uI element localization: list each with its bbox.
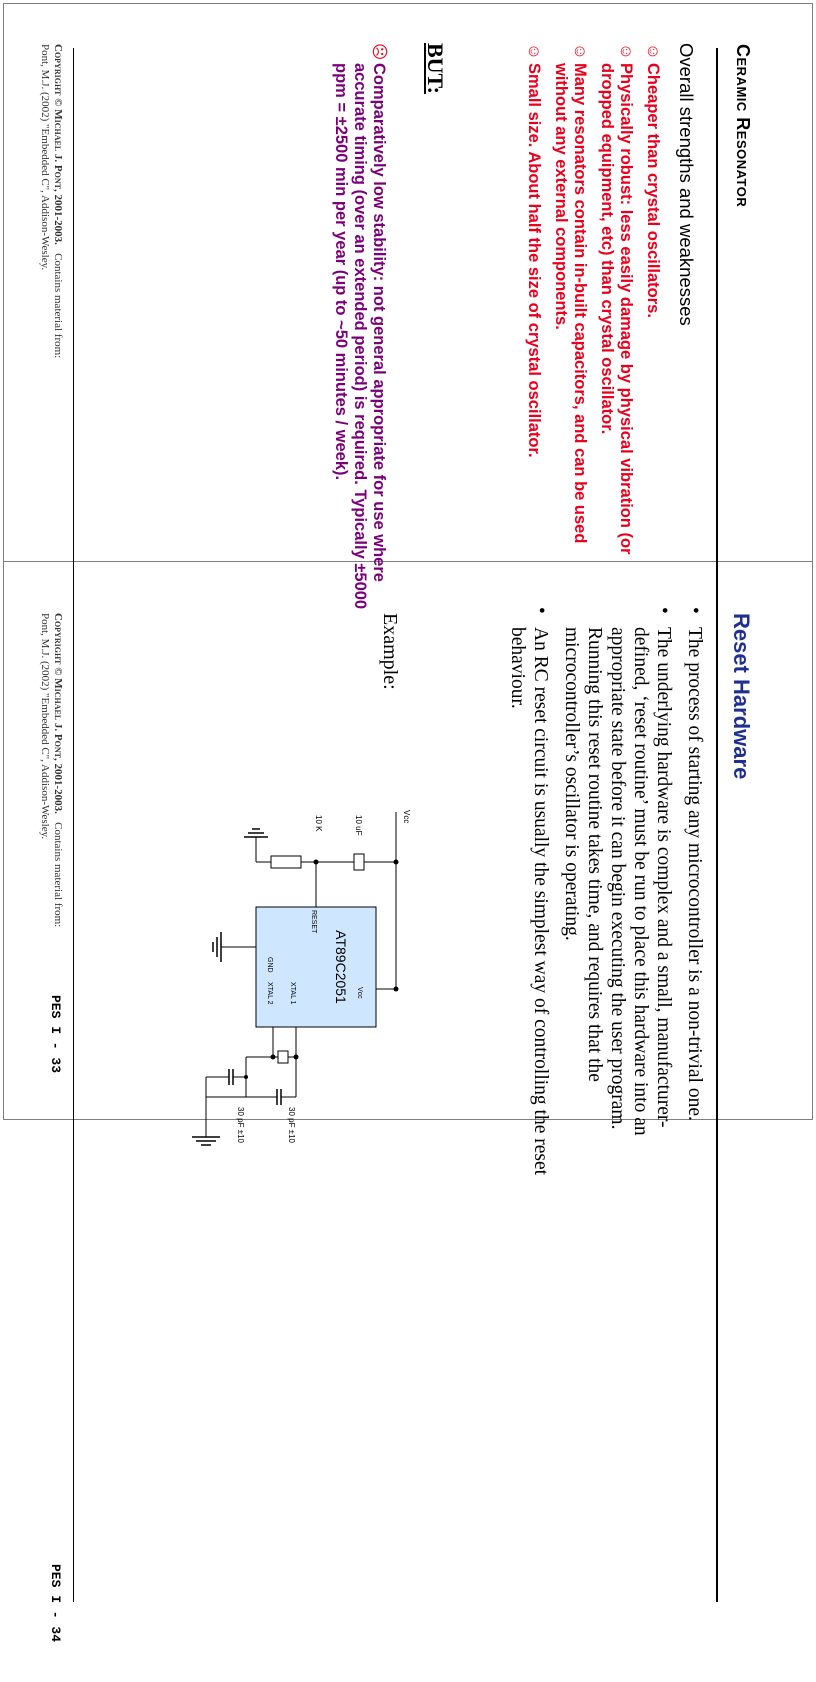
resistor-label: 10 K (314, 815, 323, 832)
junction-dot (394, 987, 399, 992)
xtal1-pin-label: XTAL 1 (289, 982, 296, 1005)
list-item: ☺ Physically robust: less easily damage by physical vibration (or dropped equipment, etc) than crystal oscillator. (598, 43, 635, 555)
footer-copyright: Copyright © Michael J. Pont, 2001-2003. Contains material from: Pont, M.J. (2002) "Embedded C", Addison-Wesley. (39, 44, 64, 359)
page-number: PES I - 34 (48, 1563, 63, 1642)
cap-reset-label: 10 uF (354, 815, 363, 836)
bullet-icon: • (684, 607, 705, 614)
cap1-label: 30 pF ±10 (287, 1107, 296, 1143)
footer-rule (73, 617, 74, 1602)
footer-copyright: Copyright © Michael J. Pont, 2001-2003. Contains material from: Pont, M.J. (2002) "Embedded C", Addison-Wesley. (39, 613, 64, 928)
list-item: ☺ Many resonators contain in-built capacitors, and can be used without any external components. (552, 43, 589, 544)
title-rule (716, 617, 718, 1602)
frown-icon: ☹ (370, 43, 388, 61)
weakness-item: ☹ Comparatively low stability: not general appropriate for use where accurate timing (over an extended period) is required. Typically ±5000 ppm = ±2500 min per year (up to ~50 minutes / week). (332, 43, 388, 610)
smiley-icon: ☺ (571, 43, 589, 60)
resistor-10k (271, 856, 301, 868)
smiley-icon: ☺ (617, 43, 635, 60)
xtal2-pin-label: XTAL 2 (266, 982, 273, 1005)
chip-name: AT89C2051 (333, 930, 349, 1004)
but-heading: BUT: (423, 43, 448, 94)
reset-pin-label: RESET (310, 910, 317, 934)
crystal (278, 1051, 288, 1063)
reset-circuit-schematic (166, 807, 416, 1167)
smiley-icon: ☺ (644, 43, 662, 60)
smiley-icon: ☺ (525, 43, 543, 60)
cap2-label: 30 pF ±10 (236, 1107, 245, 1143)
example-label: Example: (379, 613, 401, 690)
gnd-pin-label: GND (266, 957, 273, 973)
strengths-list (516, 43, 662, 603)
list-item: • The process of starting any microcontroller is a non-trivial one. (684, 607, 705, 1121)
bullet-list (498, 607, 706, 1177)
list-item: • The underlying hardware is complex and a small, manufacturer-defined, ‘reset routine’ must be run to place this hardware into an appropriate state before it can begin executing the user program. Running this reset routine takes time, and requires that the microcontroller’s oscillator is operating. (561, 607, 674, 1136)
page-number: PES I - 33 (48, 994, 63, 1073)
slide-reset-hardware (9, 577, 796, 1682)
vcc-pin-label: Vcc (356, 987, 363, 999)
bullet-icon: • (530, 607, 551, 614)
intro-text: Overall strengths and weaknesses (676, 43, 697, 326)
slide-title: Ceramic Resonator (733, 44, 753, 208)
slide-title: Reset Hardware (729, 613, 754, 780)
list-item: ☺ Small size. About half the size of crystal oscillator. (525, 43, 543, 458)
list-item: • An RC reset circuit is usually the simplest way of controlling the reset behaviour. (507, 607, 551, 1176)
junction-dot (394, 860, 399, 865)
bullet-icon: • (653, 607, 674, 614)
vcc-rail-label: Vcc (402, 810, 411, 824)
list-item: ☺ Cheaper than crystal oscillators. (644, 43, 662, 318)
capacitor-10uf (354, 854, 364, 870)
